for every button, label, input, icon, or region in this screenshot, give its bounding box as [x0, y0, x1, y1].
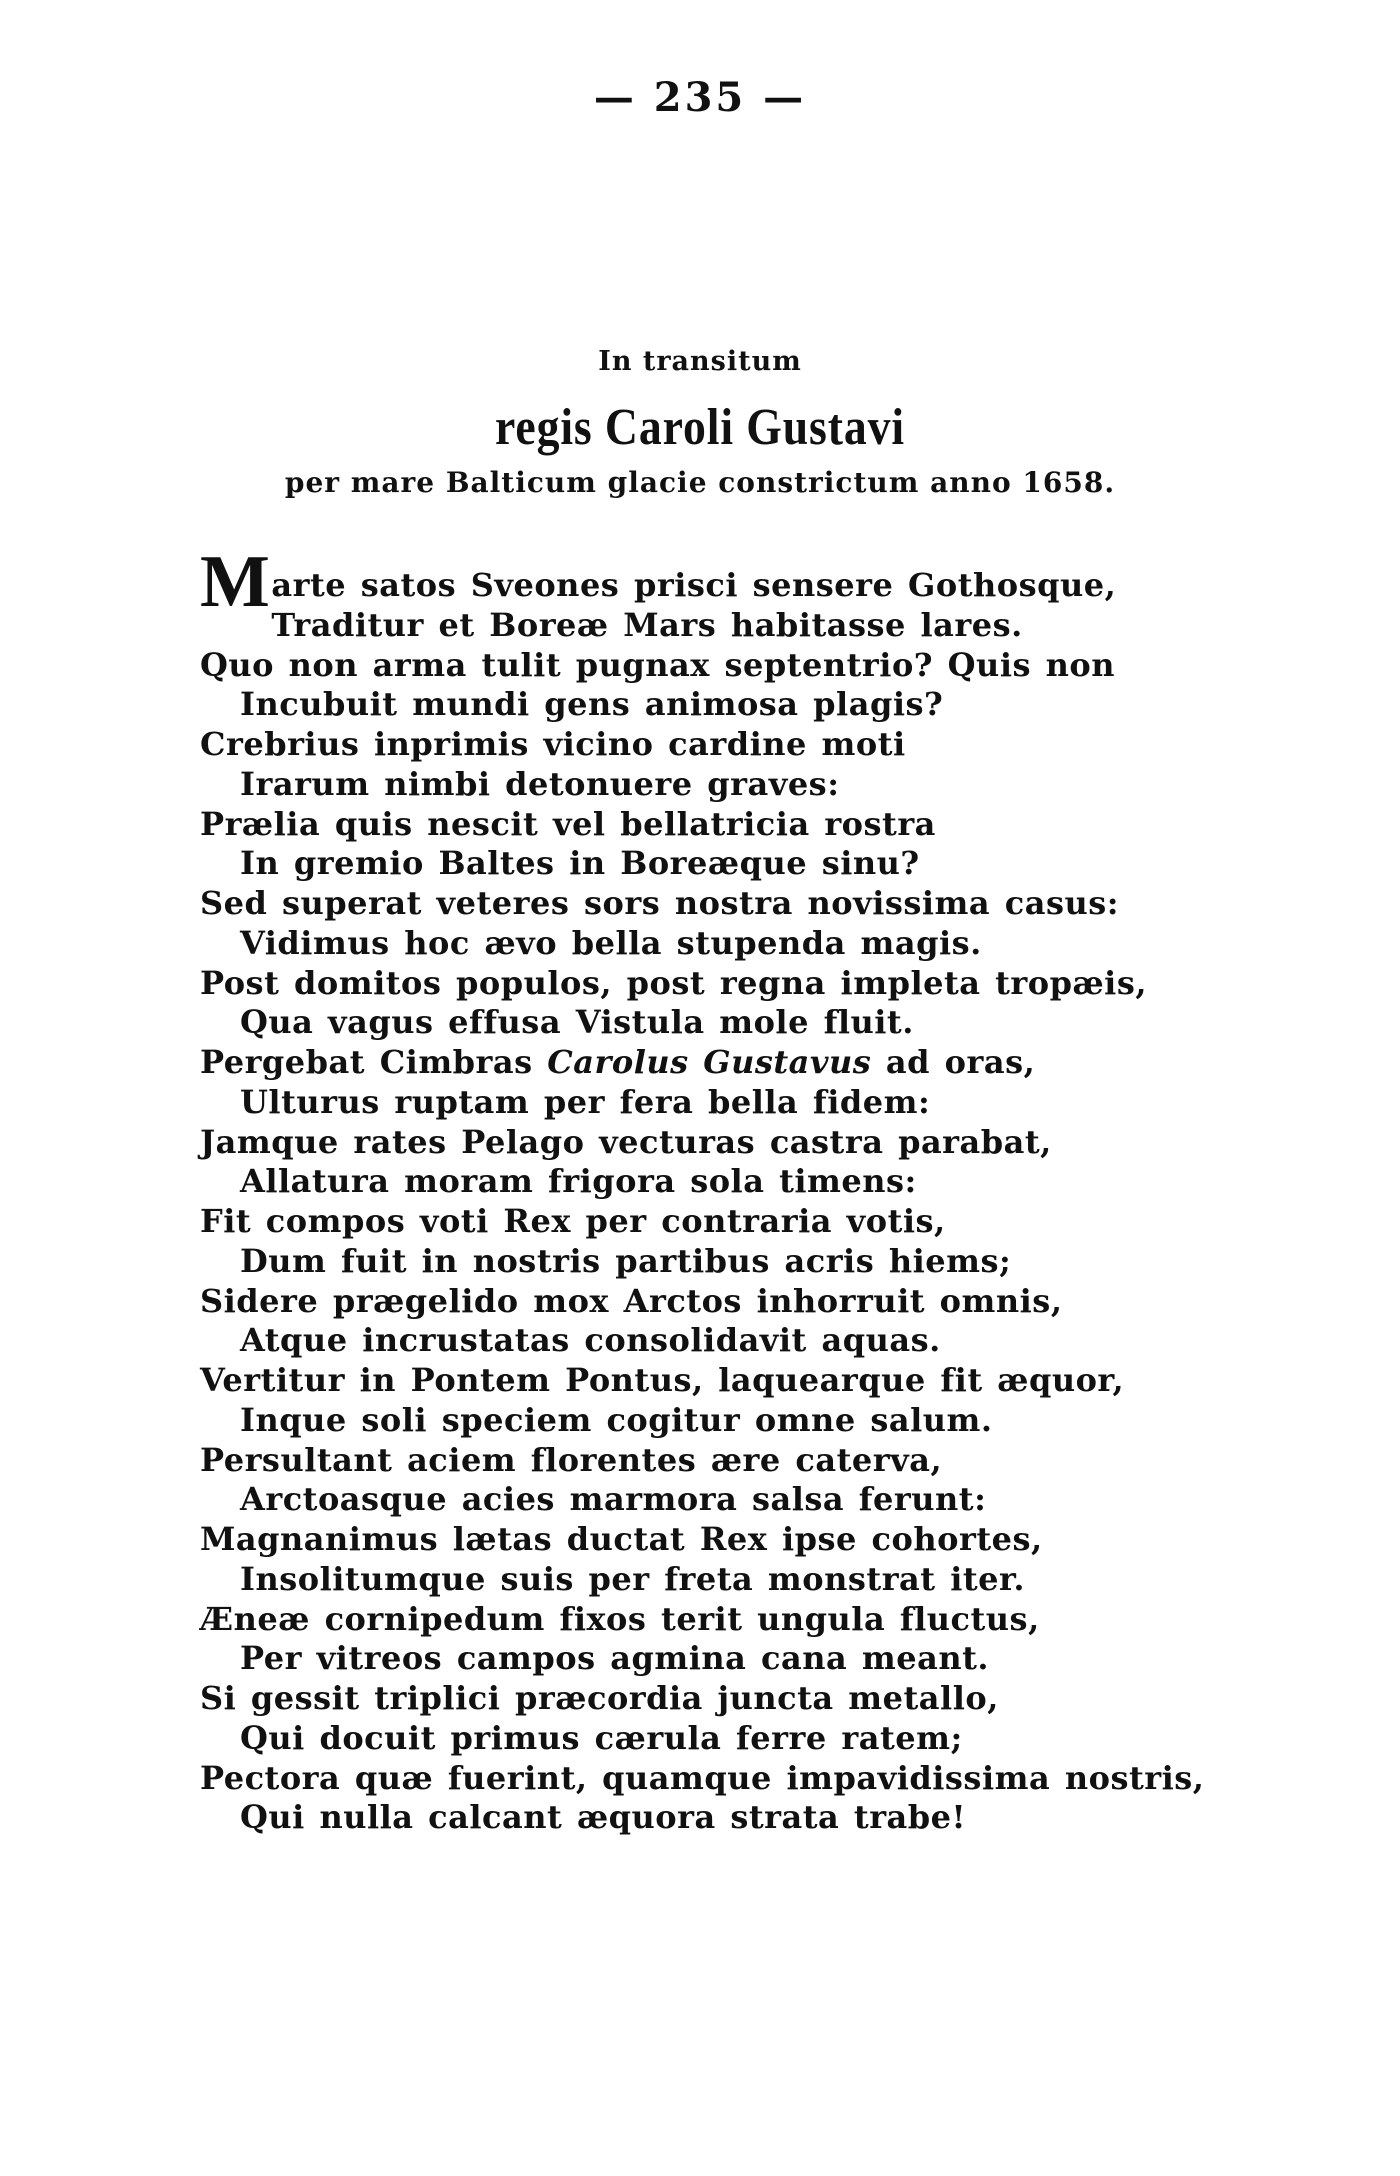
- poem-line: Fit compos voti Rex per contraria votis,: [200, 1202, 946, 1240]
- poem-line: Quo non arma tulit pugnax septentrio? Quis non: [200, 645, 1115, 684]
- poem-line-post: ad oras,: [871, 1043, 1036, 1081]
- poem-line: Inque soli speciem cogitur omne salum.: [240, 1400, 993, 1439]
- poem-line: Qui docuit primus cærula ferre ratem;: [240, 1718, 963, 1757]
- poem-line: Magnanimus lætas ductat Rex ipse cohortes,: [200, 1520, 1043, 1558]
- poem-heading-line-1: In transitum: [598, 346, 802, 377]
- poem-line: Prælia quis nescit vel bellatricia rostra: [200, 804, 936, 843]
- poem-line: Sidere prægelido mox Arctos inhorruit omnis,: [200, 1281, 1063, 1320]
- page-number: — 235 —: [593, 74, 807, 121]
- poem-line: Allatura moram frigora sola timens:: [240, 1162, 917, 1201]
- poem-line: Incubuit mundi gens animosa plagis?: [240, 685, 944, 724]
- poem-line-1-text: arte satos Sveones prisci sensere Gothosque,: [271, 566, 1117, 604]
- poem-line: Pectora quæ fuerint, quamque impavidissima nostris,: [200, 1758, 1205, 1797]
- poem-line: Ulturus ruptam per fera bella fidem:: [240, 1082, 931, 1121]
- poem-line: Post domitos populos, post regna impleta tropæis,: [200, 963, 1147, 1002]
- poem-subtitle: per mare Balticum glacie constrictum anno 1658.: [284, 466, 1116, 499]
- poem-line: In gremio Baltes in Boreæque sinu?: [240, 844, 920, 883]
- drop-cap: M: [200, 541, 271, 623]
- poem-line: Arctoasque acies marmora salsa ferunt:: [240, 1480, 987, 1519]
- poem-line: Traditur et Boreæ Mars habitasse lares.: [271, 605, 1023, 644]
- poem-line: Persultant aciem florentes ære caterva,: [200, 1440, 943, 1479]
- poem-line: Si gessit triplici præcordia juncta metallo,: [200, 1679, 999, 1717]
- poem-body: [200, 541, 1240, 1838]
- poem-line: Per vitreos campos agmina cana meant.: [240, 1639, 990, 1678]
- poem-line-italic-name: Carolus Gustavus: [547, 1043, 872, 1081]
- poem-line: Vidimus hoc ævo bella stupenda magis.: [240, 923, 982, 962]
- poem-line: Qua vagus effusa Vistula mole fluit.: [240, 1003, 914, 1042]
- poem-title: regis Caroli Gustavi: [495, 399, 905, 456]
- poem-line: Dum fuit in nostris partibus acris hiems;: [240, 1241, 1012, 1280]
- poem-line-1: [200, 541, 1240, 623]
- poem-line: Insolitumque suis per freta monstrat iter.: [240, 1559, 1026, 1598]
- poem-line: Qui nulla calcant æquora strata trabe!: [240, 1798, 967, 1837]
- poem-line: [200, 1043, 1240, 1083]
- poem-line: Jamque rates Pelago vecturas castra parabat,: [200, 1122, 1052, 1161]
- poem-line: Sed superat veteres sors nostra novissima casus:: [200, 884, 1120, 922]
- poem-line: Atque incrustatas consolidavit aquas.: [240, 1321, 941, 1360]
- poem-line: Irarum nimbi detonuere graves:: [240, 764, 840, 803]
- poem-line: Crebrius inprimis vicino cardine moti: [200, 725, 906, 763]
- poem-line: Vertitur in Pontem Pontus, laquearque fit æquor,: [200, 1361, 1125, 1399]
- poem-line-pre: Pergebat Cimbras: [200, 1043, 548, 1081]
- poem-line: Æneæ cornipedum fixos terit ungula fluctus,: [200, 1599, 1040, 1638]
